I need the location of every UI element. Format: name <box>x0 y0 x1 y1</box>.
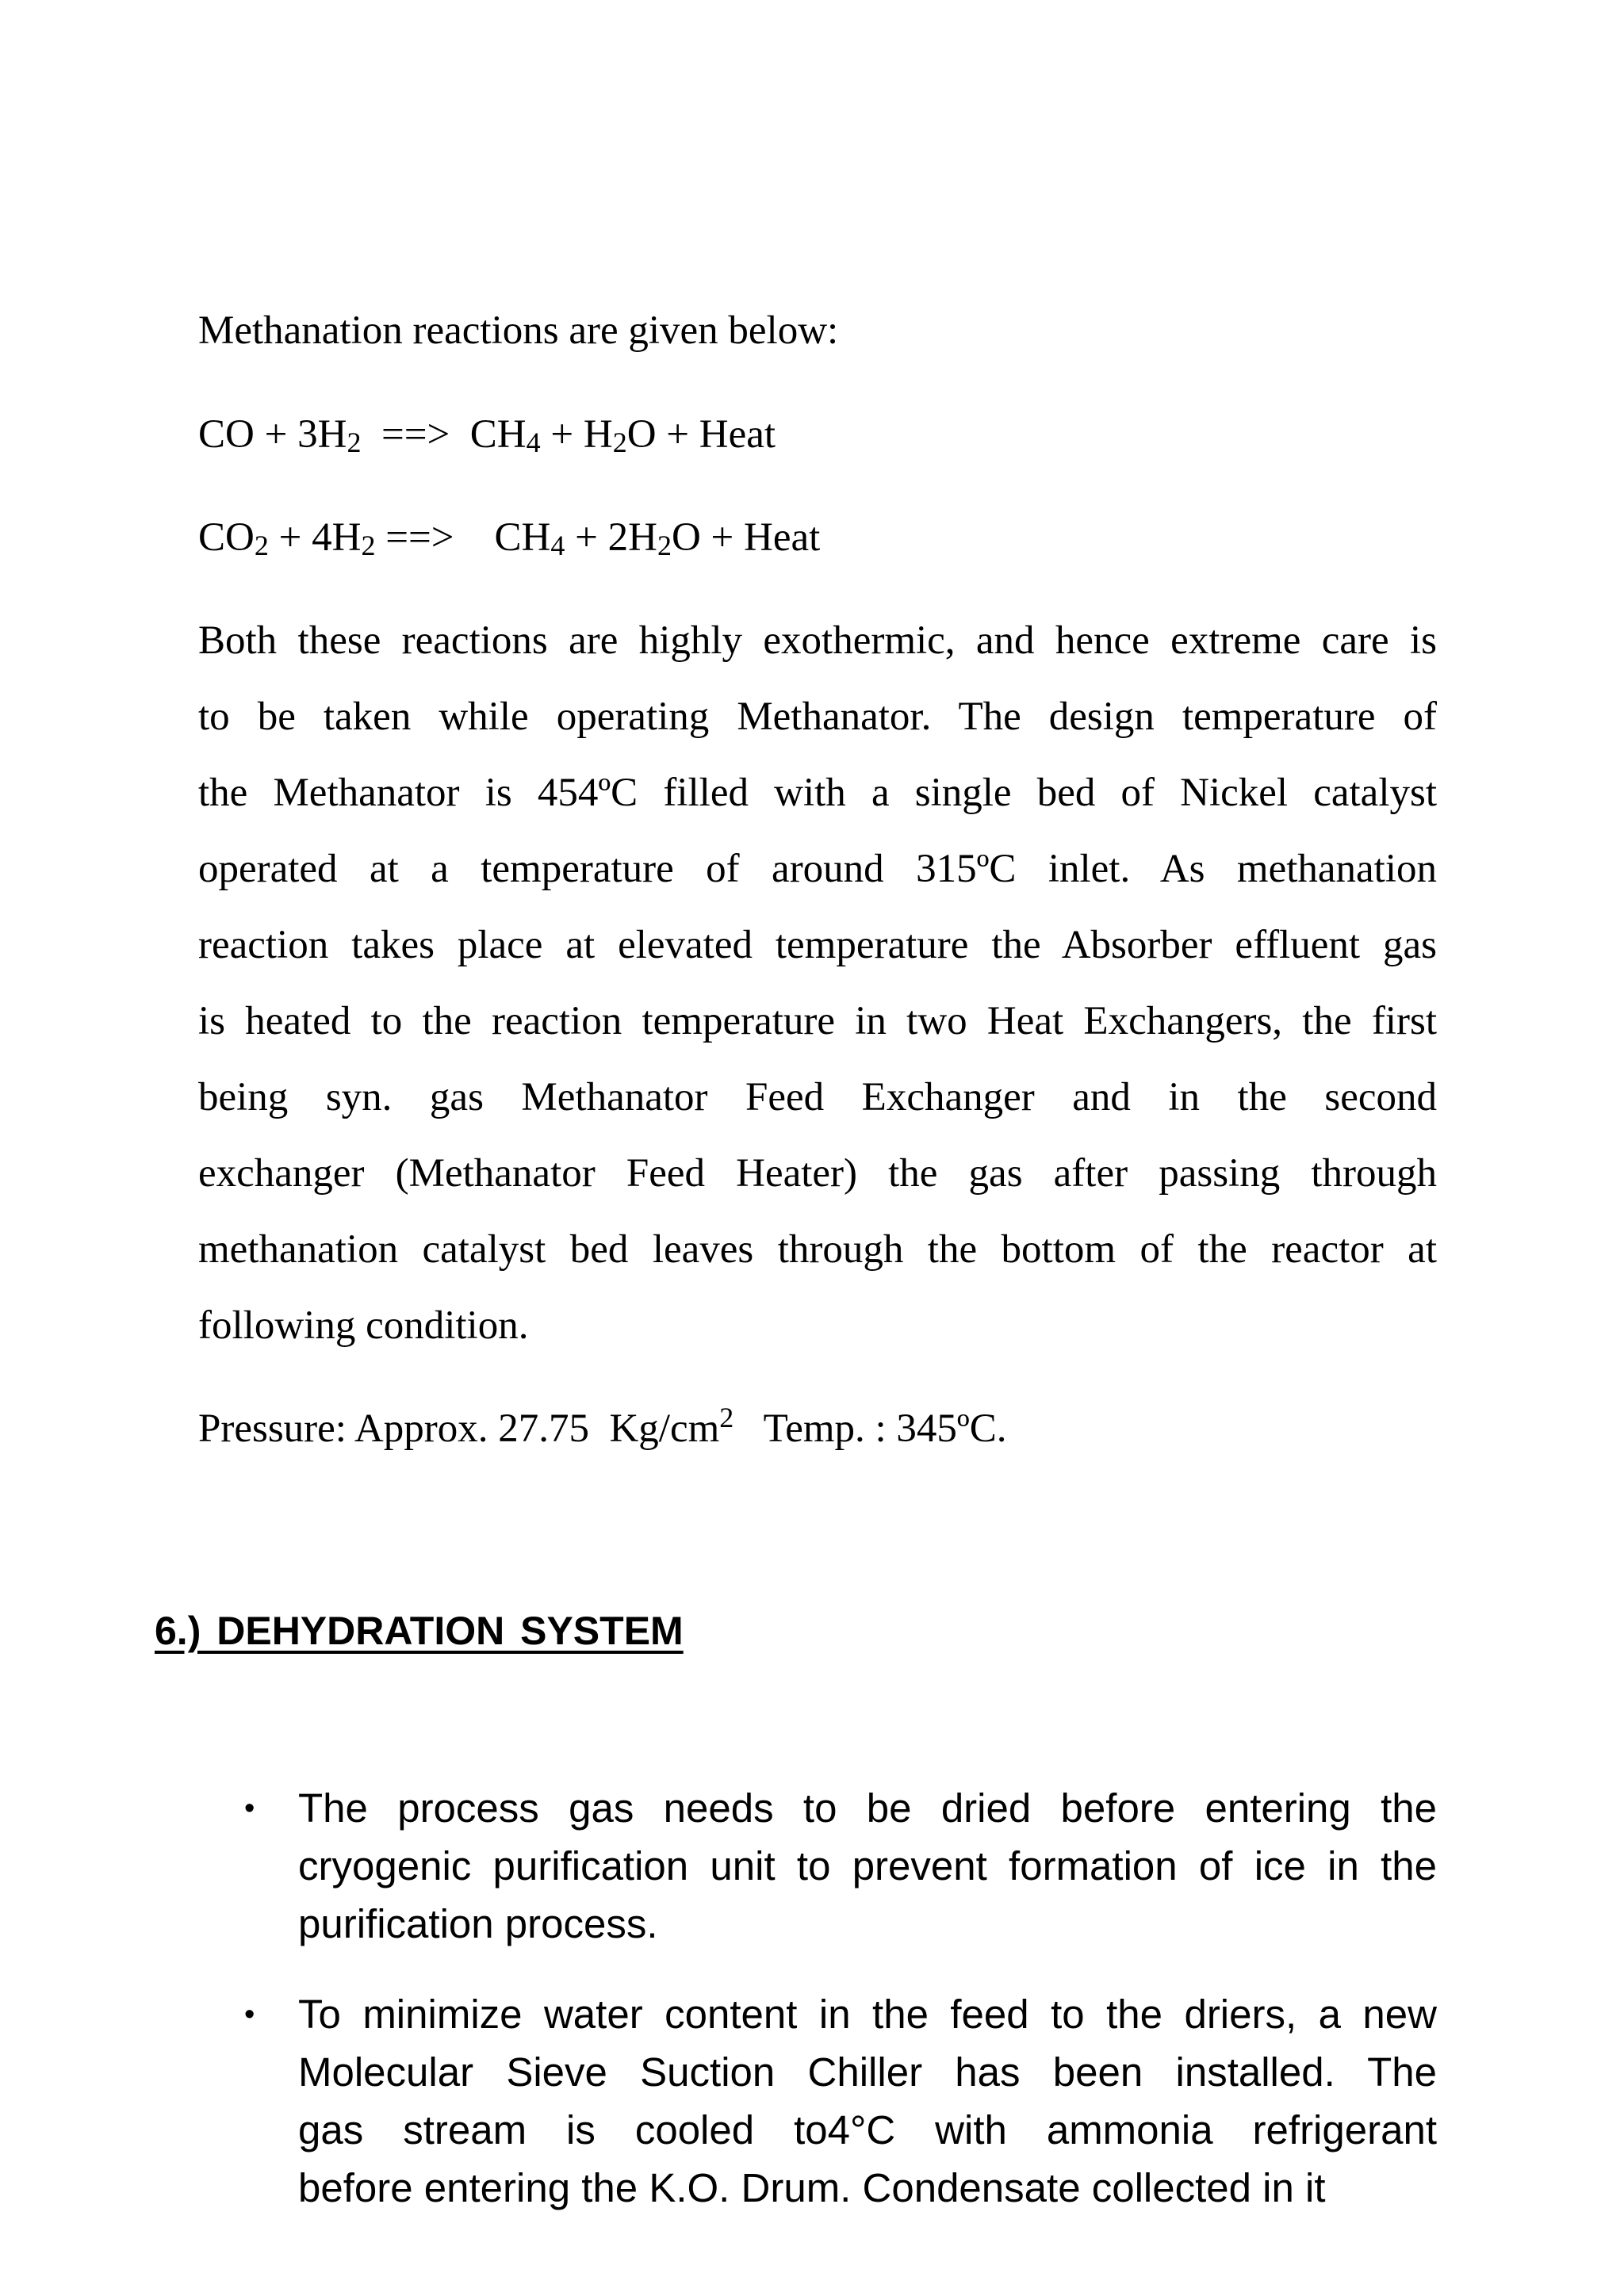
reaction-co2: $CO_2 + 4H_2$ ==> $CH_4 + 2H_2O$ + Heat <box>198 515 821 561</box>
paragraph-line: reaction takes place at elevated temperature the Absorber effluent gas <box>198 923 1437 967</box>
paragraph-line: exchanger (Methanator Feed Heater) the gas after passing through <box>198 1151 1437 1196</box>
bullet-line: To minimize water content in the feed to the driers, a new <box>298 1992 1437 2037</box>
bullet-icon: • <box>244 1792 255 1825</box>
bullet-line: purification process. <box>298 1901 658 1946</box>
paragraph-line: operated at a temperature of around 315ºC inlet. As methanation <box>198 847 1437 891</box>
paragraph-line: following condition. <box>198 1303 529 1348</box>
bullet-icon: • <box>244 1998 255 2031</box>
reaction-co: CO + $3H_2$ ==> $CH_4 + H_2O$ + Heat <box>198 412 776 458</box>
intro-text: Methanation reactions are given below: <box>198 308 839 353</box>
section-heading: 6.) DEHYDRATION SYSTEM <box>155 1609 684 1653</box>
bullet-item <box>298 1985 1437 2217</box>
paragraph-line: the Methanator is 454ºC filled with a single bed of Nickel catalyst <box>198 771 1437 815</box>
methanator-paragraph <box>198 603 1437 1364</box>
bullet-line: gas stream is cooled to4°C with ammonia refrigerant <box>298 2107 1437 2152</box>
bullet-line: Molecular Sieve Suction Chiller has been installed. The <box>298 2049 1437 2095</box>
bullet-line: before entering the K.O. Drum. Condensate collected in it <box>298 2165 1326 2210</box>
paragraph-line: methanation catalyst bed leaves through the bottom of the reactor at <box>198 1227 1437 1272</box>
paragraph-line: is heated to the reaction temperature in two Heat Exchangers, the first <box>198 999 1437 1043</box>
bullet-line: cryogenic purification unit to prevent formation of ice in the <box>298 1843 1437 1888</box>
paragraph-line: to be taken while operating Methanator. The design temperature of <box>198 695 1437 739</box>
outlet-condition: Pressure: Approx. 27.75 $Kg/cm^2$ Temp. : 345ºC. <box>198 1402 1007 1451</box>
bullet-item <box>298 1779 1437 1953</box>
paragraph-line: Both these reactions are highly exothermic, and hence extreme care is <box>198 618 1437 663</box>
bullet-line: The process gas needs to be dried before entering the <box>298 1785 1437 1831</box>
paragraph-line: being syn. gas Methanator Feed Exchanger and in the second <box>198 1075 1437 1119</box>
